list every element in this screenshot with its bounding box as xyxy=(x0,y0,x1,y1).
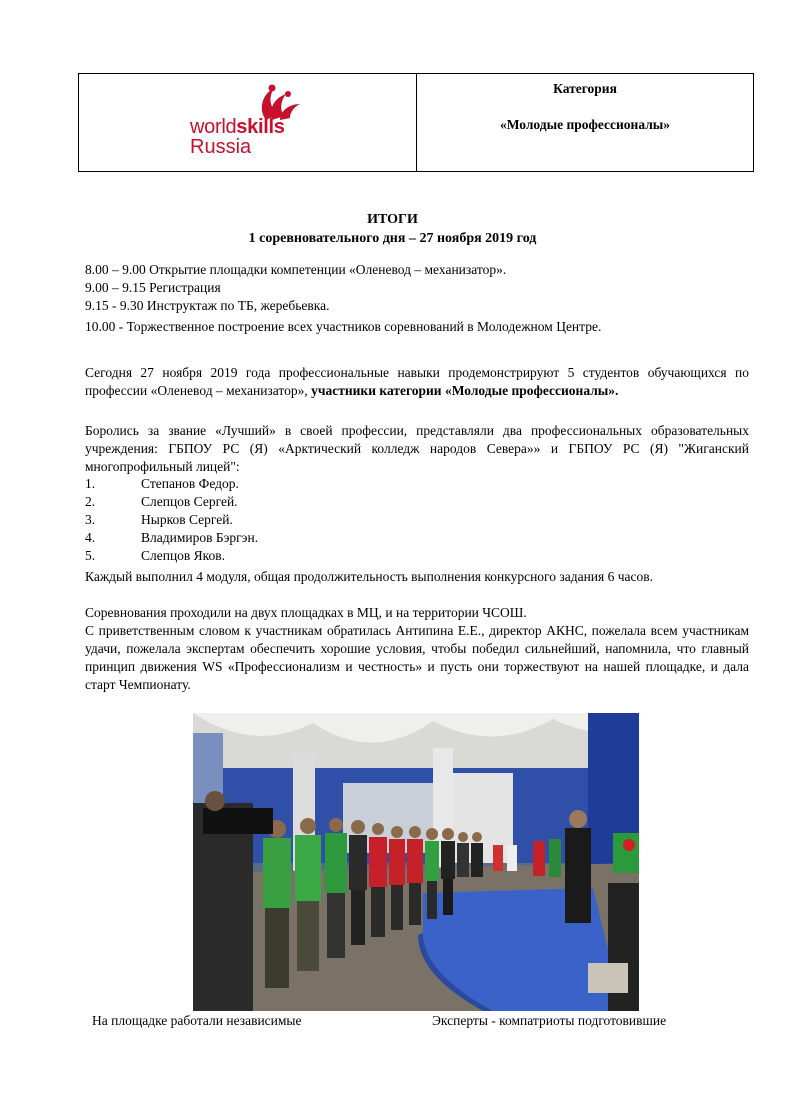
schedule-line-1: 8.00 – 9.00 Открытие площадки компетенции «Оленевод – механизатор». xyxy=(85,262,507,277)
list-item-number: 2. xyxy=(85,494,96,509)
list-item-name: Степанов Федор. xyxy=(141,476,239,491)
logo-word-skills: skills xyxy=(236,116,285,138)
list-item-number: 5. xyxy=(85,548,96,563)
caption-left: На площадке работали независимые xyxy=(92,1013,302,1028)
list-item-name: Нырков Сергей. xyxy=(141,512,233,527)
event-photo xyxy=(193,713,639,1011)
list-item-name: Владимиров Бэргэн. xyxy=(141,530,259,545)
list-item-name: Слепцов Сергей. xyxy=(141,494,238,509)
doc-subtitle: 1 соревновательного дня – 27 ноября 2019 год xyxy=(248,231,537,246)
competed-paragraph: Боролись за звание «Лучший» в своей профессии, представляли два профессиональных образовательных учреждения: ГБПОУ РС (Я) «Арктический колледж народов Севера»» и ГБПОУ РС (Я) "Жиганский многопрофильный лицей": xyxy=(85,423,749,474)
category-value: «Молодые профессионалы» xyxy=(499,117,671,132)
list-item-number: 4. xyxy=(85,530,96,545)
list-item-number: 3. xyxy=(85,512,96,527)
list-item-number: 1. xyxy=(85,476,96,491)
intro-bold-text: участники категории «Молодые профессионалы». xyxy=(311,383,619,398)
doc-title: ИТОГИ xyxy=(367,212,418,227)
schedule-line-3: 9.15 - 9.30 Инструктаж по ТБ, жеребьевка. xyxy=(85,298,330,313)
intro-paragraph xyxy=(85,364,749,400)
header-table xyxy=(78,73,754,172)
category-label: Категория xyxy=(553,81,617,96)
modules-paragraph: Каждый выполнил 4 модуля, общая продолжительность выполнения конкурсного задания 6 часов. xyxy=(85,569,654,584)
schedule-line-4: 10.00 - Торжественное построение всех участников соревнований в Молодежном Центре. xyxy=(85,319,602,334)
category-cell xyxy=(417,74,753,171)
greeting-paragraph: С приветственным словом к участникам обратилась Антипина Е.Е., директор АКНС, пожелала всем участникам удачи, пожелала экспертам обеспечить хорошие условия, чтобы победил сильнейший, напомнила, что главный принцип движения WS «Профессионализм и честность» и пусть они торжествуют на нашей площадке, и дала старт Чемпионату. xyxy=(85,623,749,692)
logo-wordmark xyxy=(190,117,285,137)
logo-word-russia: Russia xyxy=(190,136,252,158)
schedule-line-2: 9.00 – 9.15 Регистрация xyxy=(85,280,221,295)
intro-text: Сегодня 27 ноября 2019 года профессиональные навыки продемонстрируют 5 студентов обучающихся по профессии «Оленевод – механизатор», xyxy=(85,365,749,398)
caption-right: Эксперты - компатриоты подготовившие xyxy=(432,1013,667,1028)
venues-paragraph: Соревнования проходили на двух площадках в МЦ, и на территории ЧСОШ. xyxy=(85,605,527,620)
logo-word-world: world xyxy=(190,116,237,138)
list-item-name: Слепцов Яков. xyxy=(141,548,226,563)
